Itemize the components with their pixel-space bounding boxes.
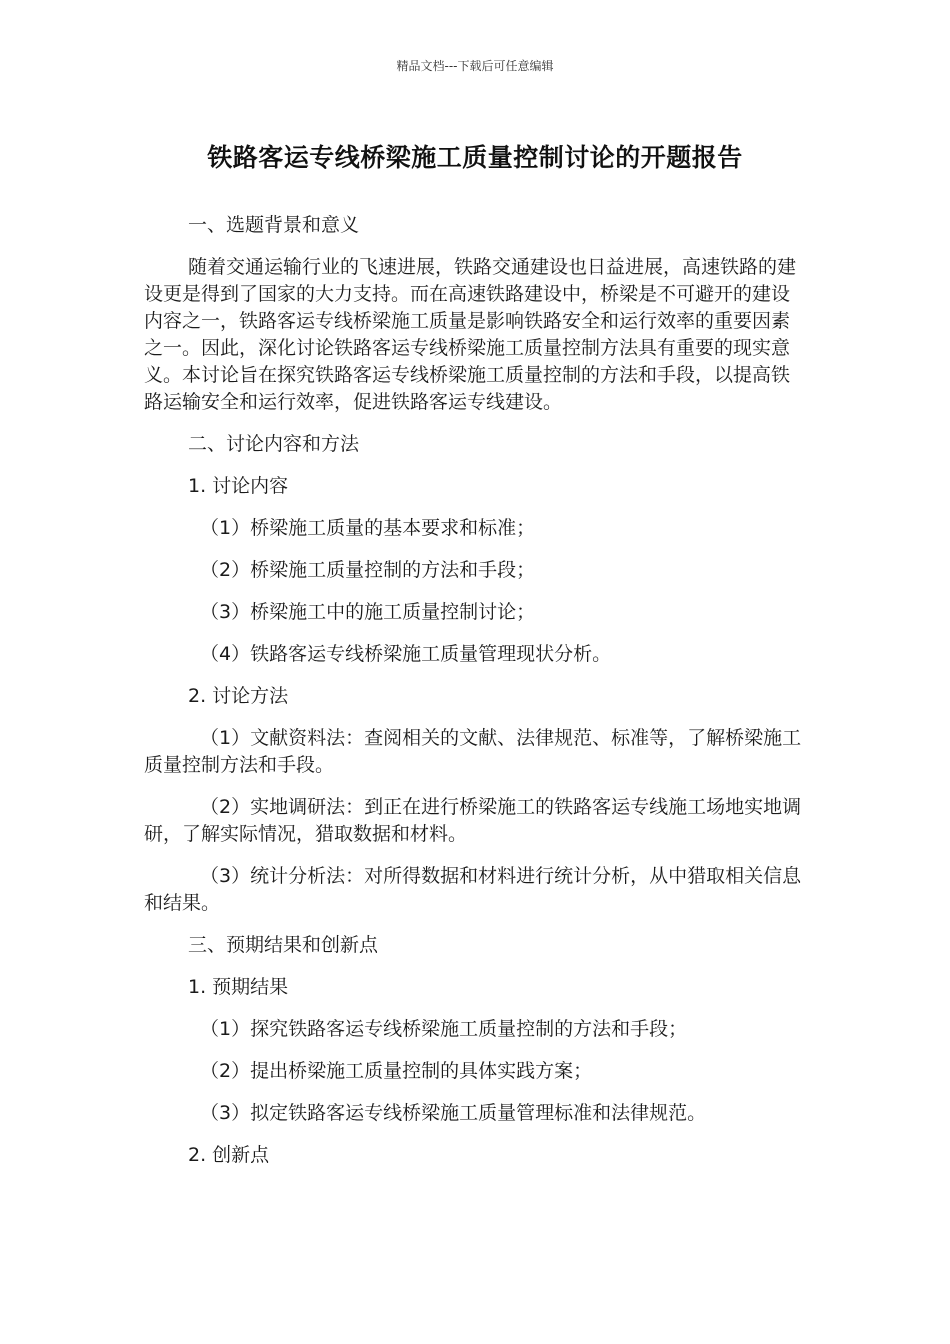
subheading-research-content: 1. 讨论内容 xyxy=(188,475,289,497)
subheading-research-methods: 2. 讨论方法 xyxy=(188,685,289,707)
background-paragraph: 随着交通运输行业的飞速进展，铁路交通建设也日益进展，高速铁路的建设更是得到了国家的大力支持。而在高速铁路建设中，桥梁是不可避开的建设内容之一，铁路客运专线桥梁施工质量是影响铁路安全和运行效率的重要因素之一。因此，深化讨论铁路客运专线桥梁施工质量控制方法具有重要的现实意义。本讨论旨在探究铁路客运专线桥梁施工质量控制的方法和手段，以提高铁路运输安全和运行效率，促进铁路客运专线建设。 xyxy=(144,256,797,413)
section-heading-background: 一、选题背景和意义 xyxy=(188,214,360,236)
section-heading-expected-results: 三、预期结果和创新点 xyxy=(188,934,379,956)
document-body xyxy=(144,212,806,1169)
method-item: （3）统计分析法：对所得数据和材料进行统计分析，从中猎取相关信息和结果。 xyxy=(144,865,802,914)
list-item: （1）探究铁路客运专线桥梁施工质量控制的方法和手段； xyxy=(200,1018,688,1040)
list-item: （3）拟定铁路客运专线桥梁施工质量管理标准和法律规范。 xyxy=(200,1102,707,1124)
subheading-innovation: 2. 创新点 xyxy=(188,1144,270,1166)
subheading-expected-results: 1. 预期结果 xyxy=(188,976,289,998)
method-item: （2）实地调研法：到正在进行桥梁施工的铁路客运专线施工场地实地调研，了解实际情况，猎取数据和材料。 xyxy=(144,796,802,845)
section-heading-content-methods: 二、讨论内容和方法 xyxy=(188,433,360,455)
list-item: （2）提出桥梁施工质量控制的具体实践方案； xyxy=(200,1060,593,1082)
list-item: （3）桥梁施工中的施工质量控制讨论； xyxy=(200,601,536,623)
document-title: 铁路客运专线桥梁施工质量控制讨论的开题报告 xyxy=(207,143,743,172)
list-item: （4）铁路客运专线桥梁施工质量管理现状分析。 xyxy=(200,643,612,665)
list-item: （2）桥梁施工质量控制的方法和手段； xyxy=(200,559,536,581)
method-item: （1）文献资料法：查阅相关的文献、法律规范、标准等，了解桥梁施工质量控制方法和手段。 xyxy=(144,727,802,776)
header-note: 精品文档---下载后可任意编辑 xyxy=(396,59,554,73)
list-item: （1）桥梁施工质量的基本要求和标准； xyxy=(200,517,536,539)
